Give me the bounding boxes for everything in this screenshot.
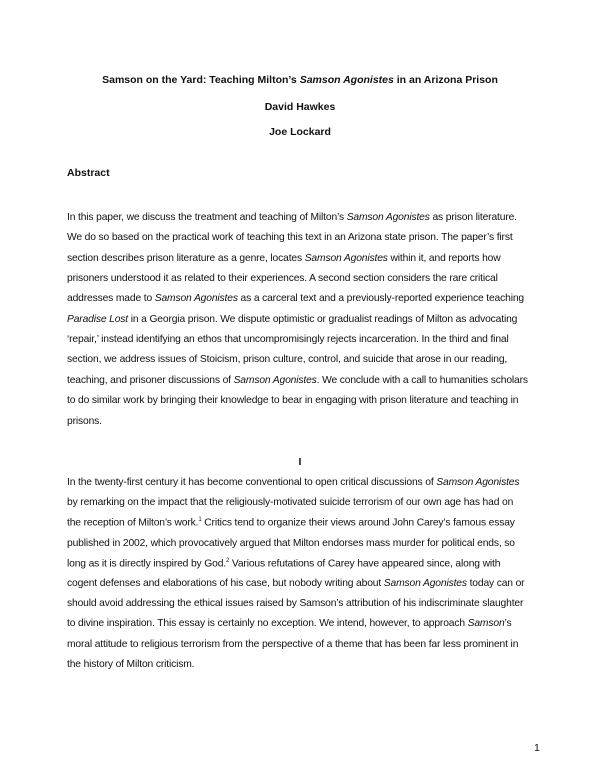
text-segment: long as it is directly inspired by God.	[67, 558, 226, 570]
text-segment: today can or	[466, 578, 525, 589]
text-segment: cogent defenses and elaborations of his case, but nobody writing about	[67, 578, 384, 589]
text-line	[67, 314, 517, 325]
footnote-ref[interactable]: 1	[198, 517, 202, 524]
text-line	[67, 639, 518, 650]
italic-text: Samson Agonistes	[304, 252, 388, 264]
text-segment: section, we address issues of Stoicism, prison culture, control, and suicide that arose in our reading,	[67, 354, 508, 366]
text-segment: section describes prison literature as a genre, locates	[67, 252, 305, 264]
text-segment: prisoners understood it as related to their experiences. A second section considers the rare critical	[67, 273, 498, 285]
text-line	[67, 293, 524, 304]
text-line	[67, 334, 509, 345]
text-line	[67, 273, 498, 284]
text-segment: the history of Milton criticism.	[67, 658, 195, 670]
text-line	[67, 517, 515, 528]
text-segment: In this paper, we discuss the treatment and teaching of Milton’s	[67, 212, 347, 223]
text-line	[67, 618, 511, 629]
text-line	[67, 598, 523, 609]
text-segment: moral attitude to religious terrorism from the perspective of a theme that has been far less prominent in	[67, 638, 519, 650]
text-segment: ‘repair,’ instead identifying an ethos that uncompromisingly rejects incarceration. In the third and final	[67, 334, 509, 346]
text-segment: addresses made to	[67, 293, 155, 305]
italic-text: Samson Agonistes	[346, 212, 430, 223]
text-line	[67, 497, 513, 508]
text-line	[67, 232, 513, 243]
text-segment: to do similar work by bringing their knowledge to bear in engaging with prison literature and teaching in	[67, 395, 519, 407]
italic-text: Paradise Lost	[67, 313, 129, 325]
text-segment: within it, and reports how	[387, 252, 501, 264]
text-segment: In the twenty-first century it has become conventional to open critical discussions of	[67, 477, 437, 488]
text-line	[67, 212, 517, 223]
title-text: Samson on the Yard: Teaching Milton’s	[102, 74, 300, 86]
italic-text: Samson Agonistes	[154, 293, 238, 305]
text-segment: teaching, and prisoner discussions of	[67, 374, 234, 386]
text-line	[67, 477, 519, 488]
text-segment: We do so based on the practical work of teaching this text in an Arizona state prison. The paper’s first	[67, 232, 513, 244]
text-line	[67, 558, 500, 569]
text-segment: ’s	[504, 618, 512, 630]
text-line	[67, 395, 518, 406]
section-heading: I	[298, 456, 302, 468]
text-segment: the reception of Milton’s work.	[67, 517, 199, 529]
text-line	[67, 578, 524, 589]
paper-title	[0, 74, 600, 86]
text-segment: as prison literature.	[429, 212, 517, 223]
text-segment: Various refutations of Carey have appeared since, along with	[229, 558, 501, 570]
author-2: Joe Lockard	[269, 126, 331, 138]
italic-text: Samson Agonistes	[436, 477, 520, 488]
text-segment: Critics tend to organize their views around John Carey’s famous essay	[201, 517, 515, 529]
text-segment: as a carceral text and a previously-reported experience teaching	[237, 293, 524, 305]
title-italic: Samson Agonistes	[299, 74, 394, 86]
text-segment: prisons.	[67, 415, 102, 427]
text-line	[67, 659, 194, 670]
italic-text: Samson Agonistes	[383, 578, 467, 589]
title-text-end: in an Arizona Prison	[393, 74, 498, 86]
italic-text: Samson Agonistes	[233, 374, 317, 386]
abstract-heading: Abstract	[67, 167, 110, 179]
text-segment: should avoid addressing the ethical issues raised by Samson’s attribution of his indiscriminate slaughter	[67, 598, 524, 610]
text-segment: published in 2002, which provocatively argued that Milton endorses mass murder for political ends, so	[67, 537, 515, 549]
text-line	[67, 354, 507, 365]
footnote-ref[interactable]: 2	[225, 557, 230, 564]
text-segment: by remarking on the impact that the religiously-motivated suicide terrorism of our own age has had on	[67, 497, 514, 509]
text-segment: to divine inspiration. This essay is certainly no exception. We intend, however, to approach	[67, 618, 468, 630]
text-line	[67, 416, 102, 427]
page-number: 1	[534, 742, 540, 754]
text-line	[67, 253, 501, 264]
italic-text: Samson	[467, 618, 505, 630]
text-segment: in a Georgia prison. We dispute optimistic or gradualist readings of Milton as advocating	[128, 313, 518, 325]
author-1: David Hawkes	[264, 101, 336, 113]
text-line	[67, 538, 515, 549]
text-line	[67, 375, 528, 386]
text-segment: . We conclude with a call to humanities scholars	[316, 374, 528, 386]
